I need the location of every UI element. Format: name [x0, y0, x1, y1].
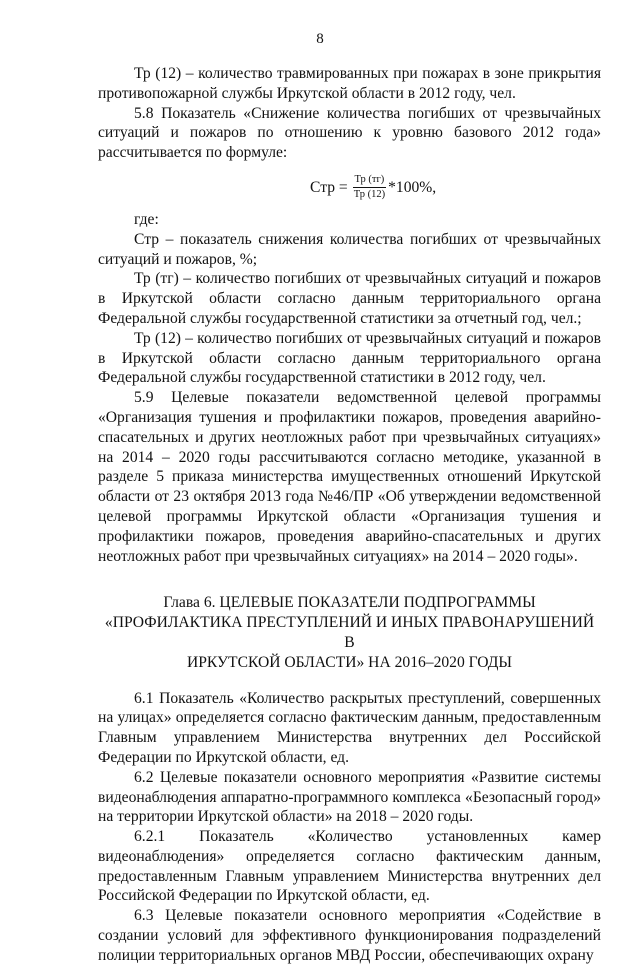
page-number: 8	[316, 31, 324, 47]
definition-tr-tg: Тр (тг) – количество погибших от чрезвычайных ситуаций и пожаров в Иркутской области согласно данным территориального органа Федеральной службы государственной статистики за отчетный год, чел.;	[98, 270, 601, 327]
paragraph-5-8: 5.8 Показатель «Снижение количества погибших от чрезвычайных ситуаций и пожаров по отношению к уровню базового 2012 года» рассчитывается по формуле:	[98, 104, 601, 162]
document-body	[98, 64, 601, 966]
paragraph-6-2-1: 6.2.1 Показатель «Количество установленных камер видеонаблюдения» определяется согласно фактическим данным, предоставленным Главным управлением Министерства внутренних дел Российской Федерации по Иркутской области, ед.	[98, 828, 601, 905]
chapter-heading-line: ИРКУТСКОЙ ОБЛАСТИ» НА 2016–2020 ГОДЫ	[186, 653, 513, 671]
formula-lhs: Стр =	[310, 178, 348, 196]
formula-numerator: Тр (тг)	[353, 174, 387, 188]
chapter-heading	[98, 593, 601, 672]
chapter-heading-line: «ПРОФИЛАКТИКА ПРЕСТУПЛЕНИЙ И ИНЫХ ПРАВОНАРУШЕНИЙ В	[104, 614, 595, 651]
paragraph-6-1: 6.1 Показатель «Количество раскрытых преступлений, совершенных на улицах» определяется согласно фактическим данным, предоставленным Главным управлением Министерства внутренних дел Российской Федерации по Иркутской области, ед.	[98, 689, 601, 766]
paragraph-tr12-injured: Тр (12) – количество травмированных при пожарах в зоне прикрытия противопожарной службы Иркутской области в 2012 году, чел.	[98, 65, 601, 102]
paragraph-5-9: 5.9 Целевые показатели ведомственной целевой программы «Организация тушения и профилактики пожаров, проведения аварийно-спасательных и других неотложных работ при чрезвычайных ситуациях» на 2014 – 2020 годы рассчитываются согласно методике, указанной в разделе 5 приказа министерства имущественных отношений Иркутской области от 23 октября 2013 года №46/ПР «Об утверждении ведомственной целевой программы Иркутской области «Организация тушения и профилактики пожаров, проведения аварийно-спасательных и других неотложных работ при чрезвычайных ситуациях» на 2014 – 2020 годы».	[98, 389, 601, 565]
chapter-heading-line: Глава 6. ЦЕЛЕВЫЕ ПОКАЗАТЕЛИ ПОДПРОГРАММЫ	[163, 594, 536, 612]
formula-fraction	[352, 174, 387, 201]
formula-denominator: Тр (12)	[353, 188, 386, 200]
formula	[310, 174, 436, 201]
paragraph-6-3: 6.3 Целевые показатели основного мероприятия «Содействие в создании условий для эффективного функционирования подразделений полиции территориальных органов МВД России, обеспечивающих охрану	[98, 907, 601, 964]
where-label: где:	[134, 210, 159, 228]
formula-multiplier: *100%,	[388, 178, 437, 196]
definition-tr-12: Тр (12) – количество погибших от чрезвычайных ситуаций и пожаров в Иркутской области согласно данным территориального органа Федеральной службы государственной статистики в 2012 году, чел.	[98, 329, 601, 387]
paragraph-6-2: 6.2 Целевые показатели основного мероприятия «Развитие системы видеонаблюдения аппаратно-программного комплекса «Безопасный город» на территории Иркутской области» на 2018 – 2020 годы.	[98, 768, 601, 826]
definition-str: Стр – показатель снижения количества погибших от чрезвычайных ситуаций и пожаров, %;	[98, 230, 601, 268]
formula-block	[98, 166, 601, 210]
